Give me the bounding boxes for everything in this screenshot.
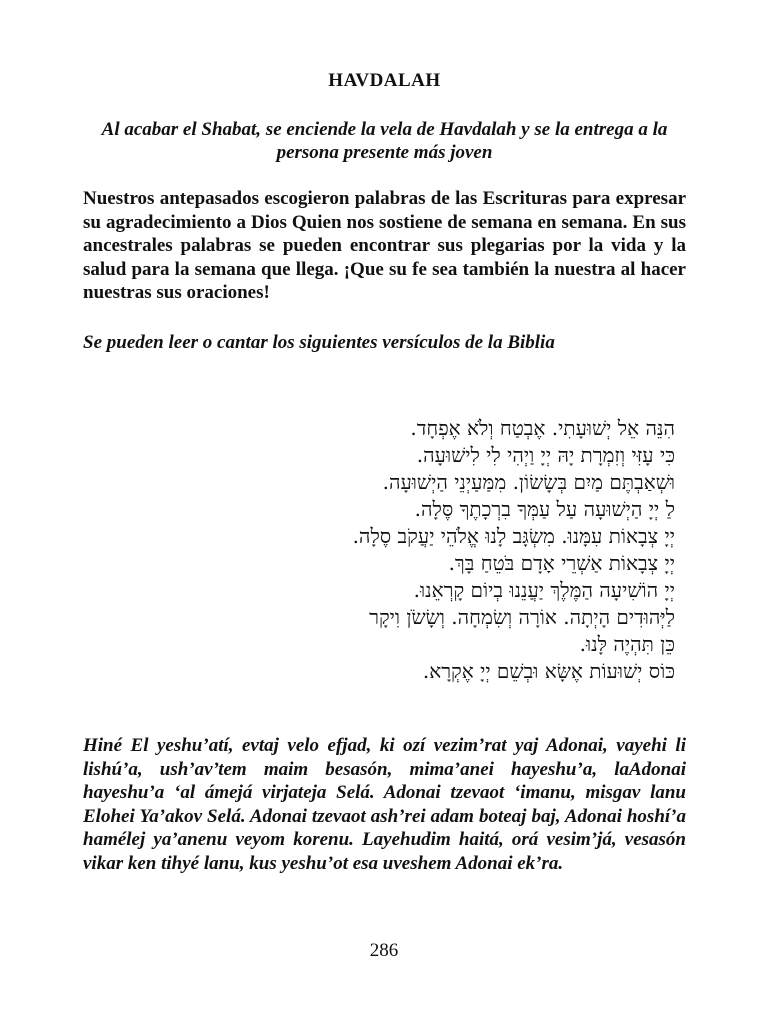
hebrew-line: לַיְּהוּדִים הָיְתָה. אוֹרָה וְשִׂמְחָה. וְשָׂשֹׂן וִיקָר	[369, 605, 675, 629]
hebrew-line: יְיָ צְבָאוֹת עִמָּנוּ. מִשְׂגָּב לָנוּ אֱלֹהֵי יַעֲקֹב סֶלָה.	[352, 524, 675, 548]
instruction-text: Al acabar el Shabat, se enciende la vela de Havdalah y se la entrega a la persona presente más joven	[101, 119, 668, 163]
hebrew-line: לַ יְיָ הַיְשׁוּעָה עַל עַמְּךָ בִרְכָתֶךָ סֶּלָה.	[414, 497, 675, 521]
page-title: HAVDALAH	[328, 70, 441, 91]
verse-note: Se pueden leer o cantar los siguientes versículos de la Biblia	[83, 331, 555, 353]
hebrew-line: וּשְׁאַבְתֶּם מַיִם בְּשָׂשׂוֹן. מִמַּעַיְנֵי הַיְשׁוּעָה.	[382, 470, 675, 494]
hebrew-line: כּוֹס יְשׁוּעוֹת אֶשָּׂא וּבְשֵׁם יְיָ אֶקְרָא.	[422, 659, 675, 683]
hebrew-line: כֵּן תִּהְיֶה לָּנוּ.	[579, 632, 675, 656]
hebrew-verses	[165, 415, 685, 685]
hebrew-line: הִנֵּה אֵל יְשׁוּעָתִי. אֶבְטַח וְלֹא אֶפְחָד.	[410, 416, 675, 440]
intro-paragraph: Nuestros antepasados escogieron palabras de las Escrituras para expresar su agradecimiento a Dios Quien nos sostiene de semana en semana. En sus ancestrales palabras se pueden encontrar sus plegarias por la vida y la salud para la semana que llega. ¡Que su fe sea también la nuestra al hacer nuestras sus oraciones!	[83, 188, 686, 303]
hebrew-line: יְיָ הוֹשִׁיעָה הַמֶּלֶךְ יַעֲנֵנוּ בְיוֹם קָרְאֵנוּ.	[413, 578, 675, 602]
page-number: 286	[369, 940, 399, 961]
hebrew-line: יְיָ צְבָאוֹת אַשְׁרֵי אָדָם בֹּטֵחַ בָּךְ.	[448, 551, 675, 575]
hebrew-line: כִּי עָזִּי וְזִמְרָת יָהּ יְיָ וַיְהִי לִי לִישׁוּעָה.	[416, 443, 675, 467]
page-content	[83, 70, 686, 354]
transliteration-paragraph: Hiné El yeshu’atí, evtaj velo efjad, ki ozí vezim’rat yaj Adonai, vayehi li lishú’a, ush’av’tem maim besasón, mima’anei hayeshu’a, laAdonai hayeshu’a ‘al ámejá virjateja Selá. Adonai tzevaot ‘imanu, misgav lanu Elohei Ya’akov Selá. Adonai tzevaot ash’rei adam boteaj baj, Adonai hoshí’a hamélej ya’anenu veyom korenu. Layehudim haitá, orá vesim’já, vesasón vikar ken tihyé lanu, kus yeshu’ot esa uveshem Adonai ek’ra.	[83, 735, 686, 874]
